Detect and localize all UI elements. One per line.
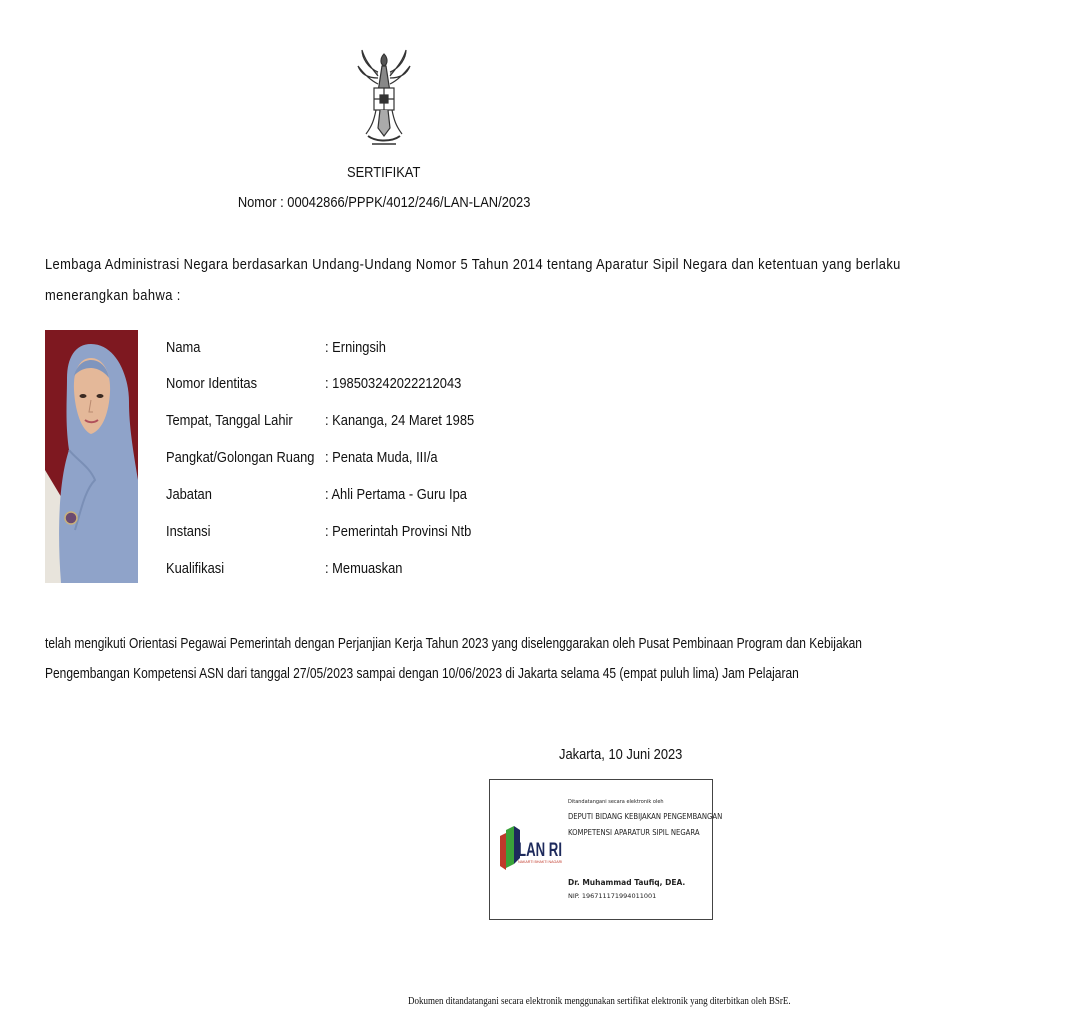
birth-place-date-label: Tempat, Tanggal Lahir: [166, 412, 293, 429]
place-date: Jakarta, 10 Juni 2023: [559, 746, 683, 763]
lan-ri-logo-tagline: NAKARTI BHAKTI NAGARI: [518, 860, 563, 864]
qualification-label: Kualifikasi: [166, 560, 225, 577]
signer-department-line-2: KOMPETENSI APARATUR SIPIL NEGARA: [568, 828, 700, 837]
qualification-value: : Memuaskan: [325, 560, 403, 577]
body-text-line-2: Pengembangan Kompetensi ASN dari tanggal 27/05/2023 sampai dengan 10/06/2023 di Jakarta selama 45 (empat puluh lima) Jam Pelajaran: [45, 665, 799, 682]
certificate-title: SERTIFIKAT: [347, 164, 421, 181]
signer-nip: NIP. 196711171994011001: [568, 892, 657, 900]
birth-place-date-value: : Kananga, 24 Maret 1985: [325, 412, 475, 429]
position-label: Jabatan: [166, 486, 212, 503]
rank-label: Pangkat/Golongan Ruang: [166, 449, 315, 466]
signer-name: Dr. Muhammad Taufiq, DEA.: [568, 878, 686, 887]
lan-ri-logo-text: LAN RI: [518, 840, 562, 861]
institution-label: Instansi: [166, 523, 211, 540]
intro-text-line-1: Lembaga Administrasi Negara berdasarkan Undang-Undang Nomor 5 Tahun 2014 tentang Aparatur Sipil Negara dan ketentuan yang berlaku: [45, 256, 901, 273]
signed-electronically-note: Ditandatangani secara elektronik oleh: [568, 799, 664, 805]
certificate-number: Nomor : 00042866/PPPK/4012/246/LAN-LAN/2023: [237, 194, 531, 211]
lan-ri-logo: [496, 824, 564, 876]
intro-text-line-2: menerangkan bahwa :: [45, 287, 181, 304]
participant-photo: [45, 330, 138, 583]
name-value: : Erningsih: [325, 339, 386, 356]
name-label: Nama: [166, 339, 201, 356]
signer-department-line-1: DEPUTI BIDANG KEBIJAKAN PENGEMBANGAN: [568, 812, 723, 821]
id-number-value: : 198503242022212043: [325, 375, 462, 392]
electronic-signature-box: [489, 779, 723, 920]
garuda-emblem-icon: [356, 48, 412, 152]
body-text-line-1: telah mengikuti Orientasi Pegawai Pemerintah dengan Perjanjian Kerja Tahun 2023 yang diselenggarakan oleh Pusat Pembinaan Program dan Kebijakan: [45, 635, 862, 652]
footer-note: Dokumen ditandatangani secara elektronik menggunakan sertifikat elektronik yang diterbitkan oleh BSrE.: [408, 996, 791, 1007]
institution-value: : Pemerintah Provinsi Ntb: [325, 523, 472, 540]
id-number-label: Nomor Identitas: [166, 375, 258, 392]
rank-value: : Penata Muda, III/a: [325, 449, 438, 466]
position-value: : Ahli Pertama - Guru Ipa: [325, 486, 467, 503]
